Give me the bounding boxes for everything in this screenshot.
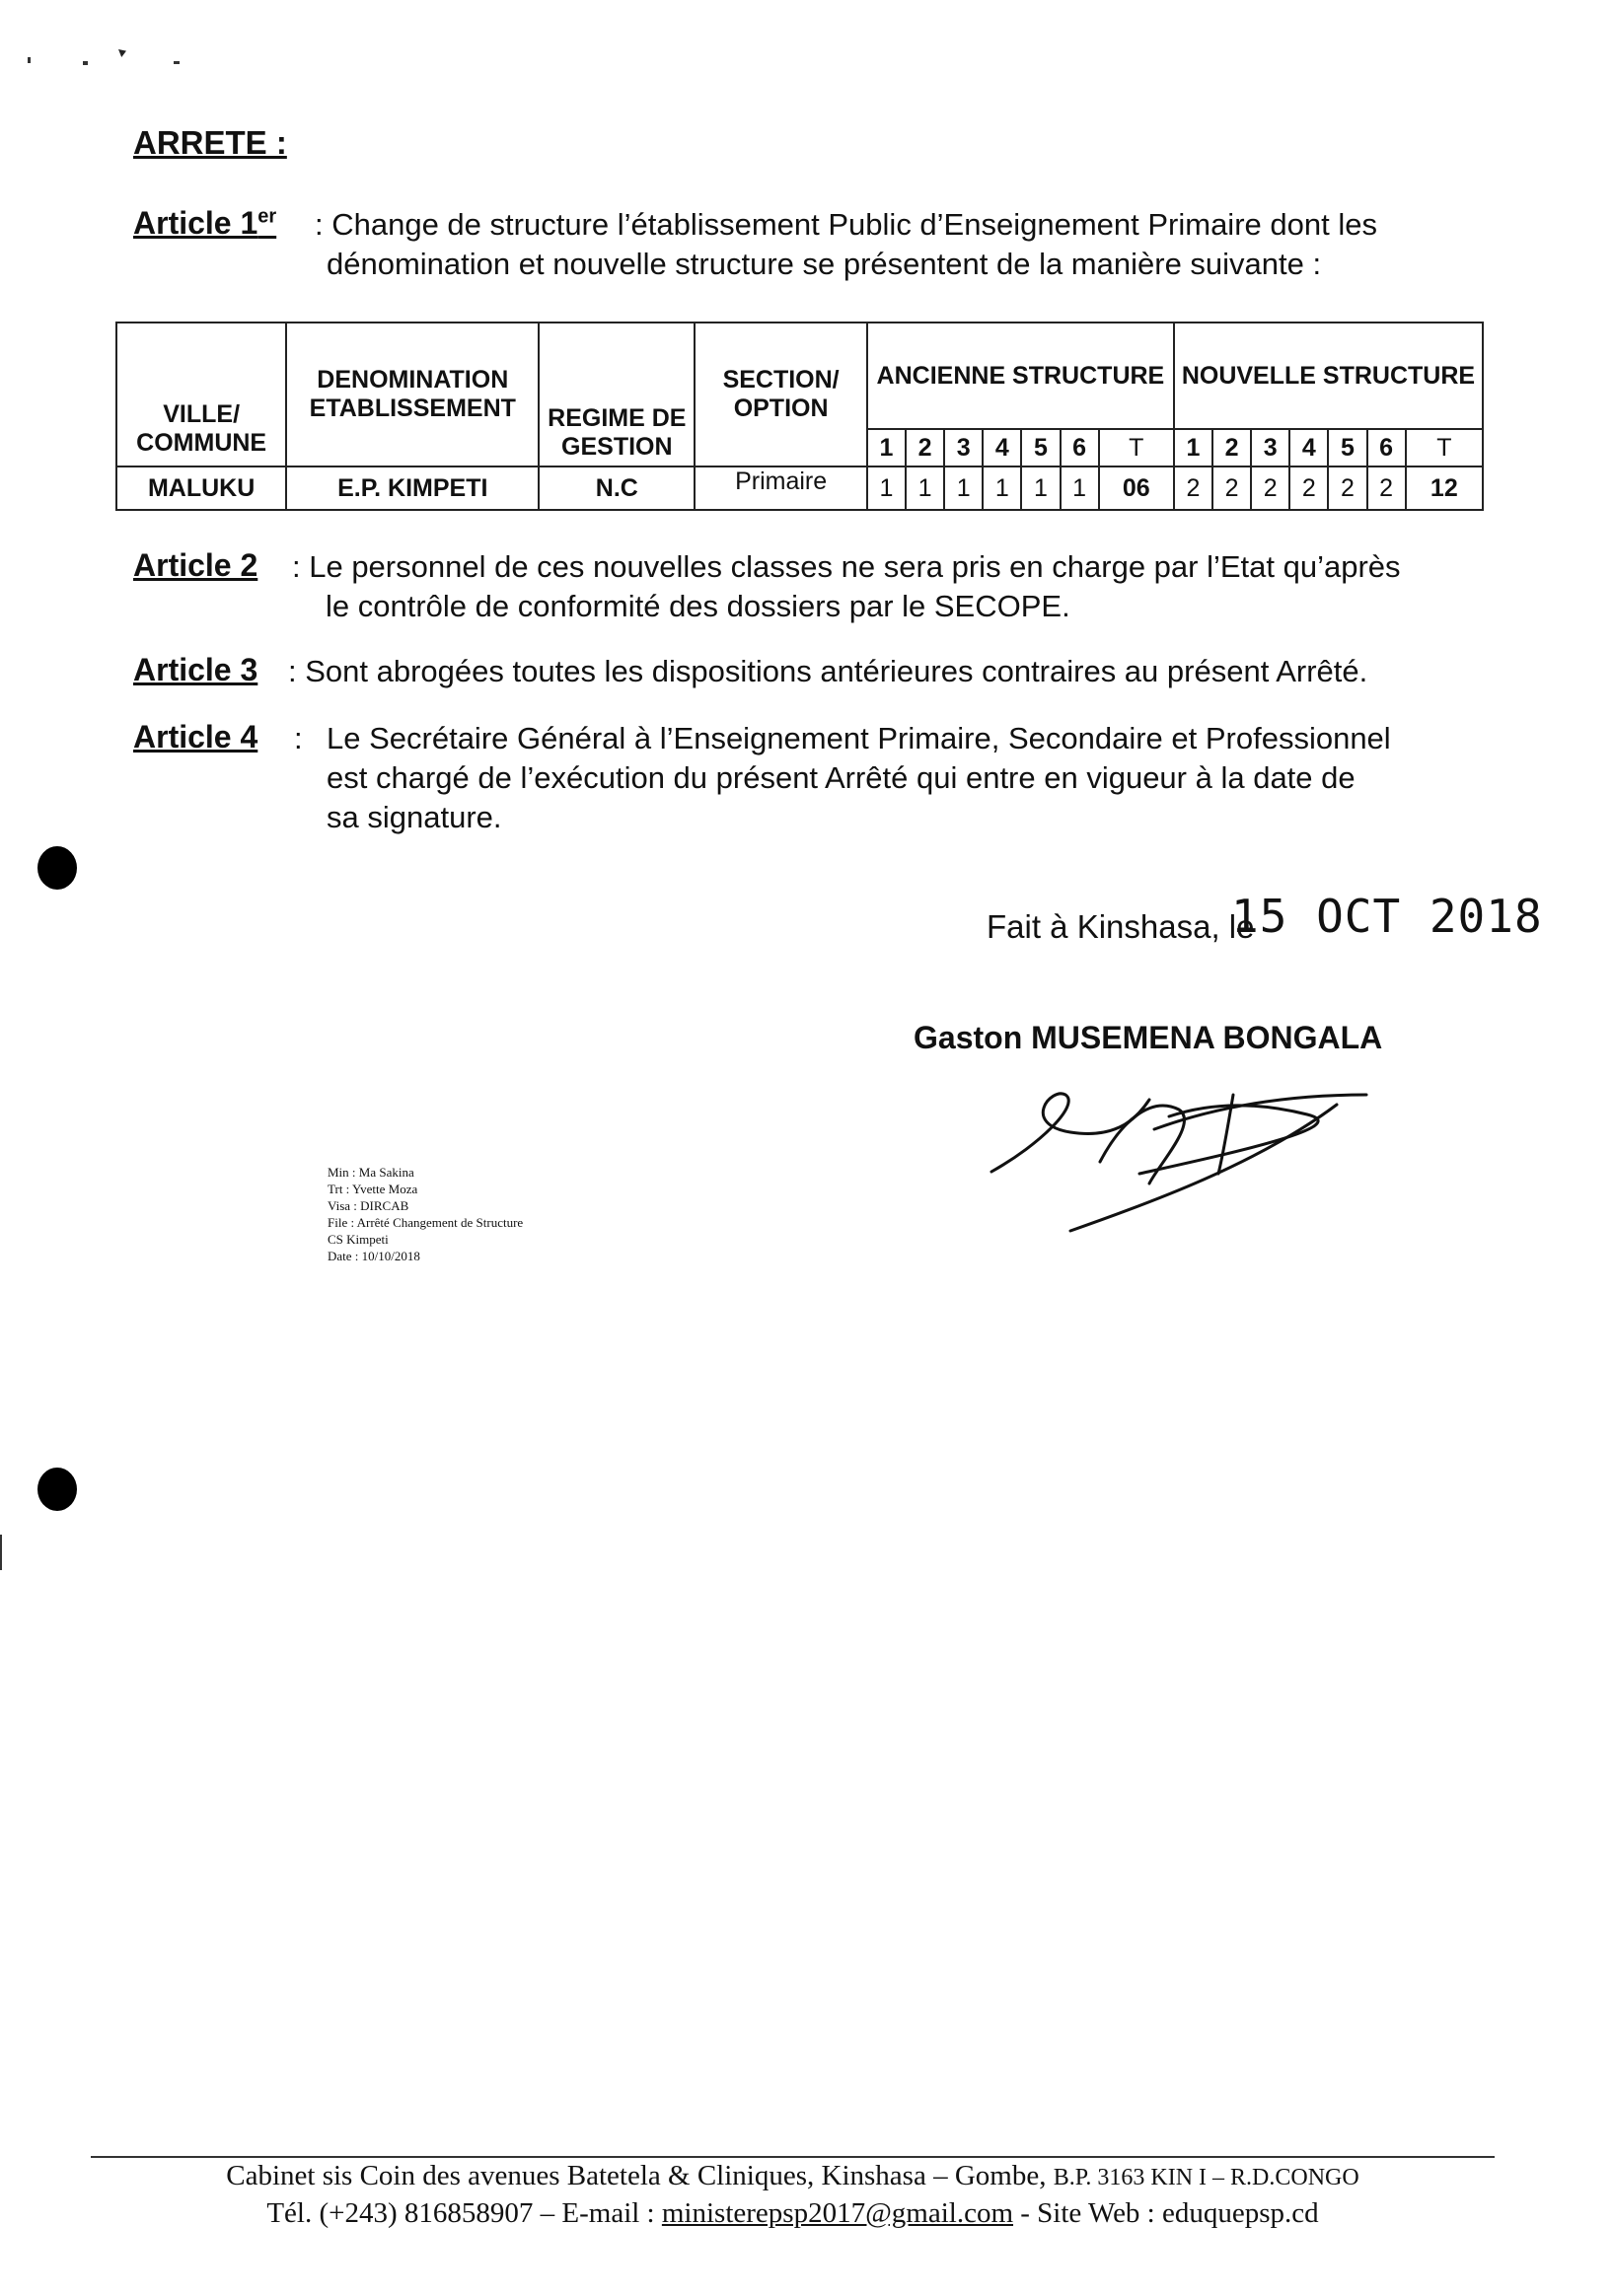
- cell-nouvelle: 2: [1328, 466, 1366, 510]
- article-2-text-line2: le contrôle de conformité des dossiers par le SECOPE.: [326, 589, 1070, 623]
- punch-hole: [37, 846, 77, 890]
- reference-line: Date : 10/10/2018: [328, 1249, 420, 1263]
- cell-denomination: E.P. KIMPETI: [286, 466, 539, 510]
- footer-website-text: - Site Web : eduquepsp.cd: [1013, 2197, 1319, 2229]
- document-heading: ARRETE :: [133, 124, 287, 161]
- class-col-header: 4: [983, 429, 1021, 466]
- class-col-header: 1: [1174, 429, 1212, 466]
- scan-speck: [118, 49, 126, 57]
- class-col-header: 2: [1212, 429, 1251, 466]
- class-col-header: 2: [906, 429, 944, 466]
- footer-divider: [91, 2156, 1495, 2158]
- cell-section: Primaire: [695, 466, 867, 510]
- cell-ancienne: 1: [906, 466, 944, 510]
- class-col-header: 5: [1021, 429, 1060, 466]
- article-4-label: Article 4: [133, 719, 258, 754]
- reference-line: Trt : Yvette Moza: [328, 1182, 418, 1196]
- article-1-superscript: er: [257, 205, 277, 228]
- reference-line: Min : Ma Sakina: [328, 1165, 414, 1180]
- article-1-label: [133, 205, 276, 242]
- footer-postal-text: B.P. 3163 KIN I – R.D.CONGO: [1053, 2165, 1359, 2190]
- signer-name: Gaston MUSEMENA BONGALA: [914, 1020, 1383, 1055]
- footer-email-link[interactable]: ministerepsp2017@gmail.com: [661, 2197, 1014, 2229]
- header-denomination: DENOMINATION ETABLISSEMENT: [286, 323, 539, 466]
- footer-address-text: Cabinet sis Coin des avenues Batetela & Cliniques, Kinshasa – Gombe,: [226, 2160, 1054, 2191]
- header-ville-commune: VILLE/ COMMUNE: [116, 323, 286, 466]
- reference-line: CS Kimpeti: [328, 1232, 389, 1247]
- cell-nouvelle: 2: [1367, 466, 1406, 510]
- article-2-text: : Le personnel de ces nouvelles classes ne sera pris en charge par l’Etat qu’après: [292, 549, 1401, 584]
- footer-contact: [91, 2197, 1495, 2230]
- structure-table: [115, 322, 1484, 511]
- cell-ancienne: 1: [1061, 466, 1099, 510]
- cell-ancienne: 1: [867, 466, 906, 510]
- article-4-text: Le Secrétaire Général à l’Enseignement Primaire, Secondaire et Professionnel: [327, 721, 1391, 755]
- scan-speck: [83, 61, 88, 65]
- class-col-header: 4: [1289, 429, 1328, 466]
- class-col-header: 5: [1328, 429, 1366, 466]
- place-label: Fait à Kinshasa, le: [987, 908, 1255, 945]
- total-col-header: T: [1406, 429, 1483, 466]
- article-3-text: : Sont abrogées toutes les dispositions antérieures contraires au présent Arrêté.: [288, 654, 1368, 688]
- scan-speck: [0, 1535, 2, 1570]
- cell-ancienne: 1: [1021, 466, 1060, 510]
- scan-speck: [28, 57, 31, 63]
- class-col-header: 3: [1251, 429, 1289, 466]
- header-nouvelle-structure: NOUVELLE STRUCTURE: [1174, 323, 1483, 429]
- article-4-text-line3: sa signature.: [327, 800, 502, 834]
- cell-regime: N.C: [539, 466, 695, 510]
- header-regime: REGIME DE GESTION: [539, 323, 695, 466]
- article-3-label: Article 3: [133, 652, 258, 687]
- cell-nouvelle-total: 12: [1406, 466, 1483, 510]
- cell-nouvelle: 2: [1251, 466, 1289, 510]
- header-section-option: SECTION/ OPTION: [695, 323, 867, 466]
- class-col-header: 3: [944, 429, 983, 466]
- footer-address: [91, 2160, 1495, 2192]
- cell-nouvelle: 2: [1289, 466, 1328, 510]
- cell-nouvelle: 2: [1174, 466, 1212, 510]
- article-2-label: Article 2: [133, 547, 258, 583]
- cell-ancienne-total: 06: [1099, 466, 1174, 510]
- article-1-text: : Change de structure l’établissement Public d’Enseignement Primaire dont les: [315, 207, 1377, 242]
- cell-ancienne: 1: [944, 466, 983, 510]
- total-col-header: T: [1099, 429, 1174, 466]
- cell-ville: MALUKU: [116, 466, 286, 510]
- article-4-colon: :: [294, 721, 303, 755]
- table-row: [116, 466, 1483, 510]
- cell-ancienne: 1: [983, 466, 1021, 510]
- class-col-header: 6: [1367, 429, 1406, 466]
- header-ancienne-structure: ANCIENNE STRUCTURE: [867, 323, 1174, 429]
- article-1-text-line2: dénomination et nouvelle structure se présentent de la manière suivante :: [327, 247, 1322, 281]
- class-col-header: 6: [1061, 429, 1099, 466]
- reference-line: Visa : DIRCAB: [328, 1198, 409, 1213]
- handwritten-signature: [982, 1055, 1396, 1243]
- date-stamp: 15 OCT 2018: [1231, 890, 1543, 943]
- cell-nouvelle: 2: [1212, 466, 1251, 510]
- scan-speck: [174, 61, 180, 64]
- reference-block: [328, 1164, 523, 1264]
- article-4-text-line2: est chargé de l’exécution du présent Arrêté qui entre en vigueur à la date de: [327, 760, 1356, 795]
- class-col-header: 1: [867, 429, 906, 466]
- footer-phone-text: Tél. (+243) 816858907 – E-mail :: [266, 2197, 662, 2229]
- article-1-label-text: Article 1: [133, 205, 258, 241]
- punch-hole: [37, 1468, 77, 1511]
- reference-line: File : Arrêté Changement de Structure: [328, 1215, 524, 1230]
